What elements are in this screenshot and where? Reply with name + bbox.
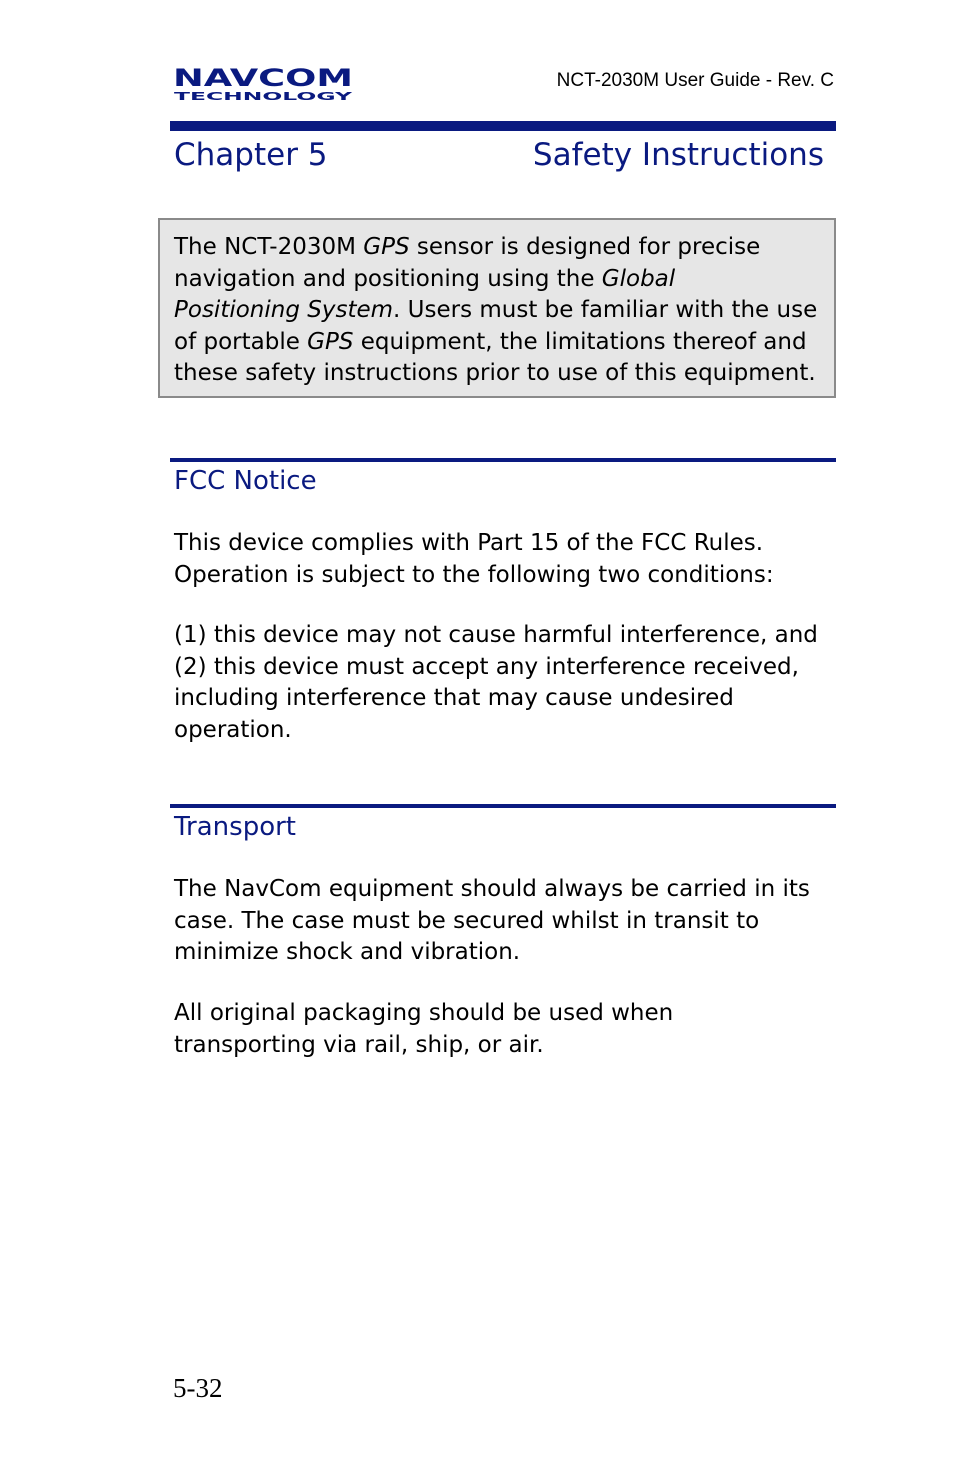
text-line: (2) this device must accept any interference received, [174,653,799,680]
text-run-italic: GPS [363,234,410,260]
intro-line [174,264,820,296]
text-run: of portable [174,328,308,355]
text-line: case. The case must be secured whilst in transit to [174,907,760,934]
transport-section-title: Transport [174,812,297,842]
intro-line [174,327,820,359]
chapter-heading [174,133,824,177]
text-line: minimize shock and vibration. [174,939,521,965]
text-run: . Users must be familiar with the use [393,297,818,323]
transport-paragraph-1 [174,874,834,969]
fcc-paragraph-2 [174,620,834,746]
text-line: The NavCom equipment should always be carried in its [174,876,810,902]
chapter-divider [170,121,836,131]
section-divider [170,458,836,462]
intro-line [174,295,820,327]
text-run: The NCT-2030M [174,234,364,260]
text-run: navigation and positioning using the [174,265,602,292]
text-run-italic: Positioning System [174,297,394,323]
chapter-title: Safety Instructions [532,137,824,173]
intro-notice-box [158,218,836,398]
text-line: including interference that may cause undesired [174,685,734,711]
section-divider [170,804,836,808]
text-run-italic: GPS [307,328,354,355]
text-line: (1) this device may not cause harmful interference, and [174,622,818,648]
text-line: All original packaging should be used when [174,1000,674,1026]
fcc-section-title: FCC Notice [174,466,317,496]
text-run: sensor is designed for precise [409,234,761,260]
transport-paragraph-2 [174,998,834,1061]
fcc-paragraph-1 [174,528,834,591]
text-line: transporting via rail, ship, or air. [174,1031,544,1058]
chapter-number: Chapter 5 [174,137,328,173]
text-line: operation. [174,716,292,743]
logo-subtitle: TECHNOLOGY [174,90,355,103]
text-run-italic: Global [601,265,676,292]
navcom-logo [172,66,356,104]
navcom-logo-mark [172,66,356,104]
logo-wordmark: NAVCOM [173,66,353,92]
page-number: 5-32 [173,1373,223,1403]
text-run: equipment, the limitations thereof and [353,328,807,355]
text-line: Operation is subject to the following two conditions: [174,561,774,588]
intro-line: these safety instructions prior to use of this equipment. [174,360,816,386]
intro-line [174,232,820,264]
text-line: This device complies with Part 15 of the FCC Rules. [174,530,764,556]
document-title: NCT-2030M User Guide - Rev. C [556,70,834,91]
